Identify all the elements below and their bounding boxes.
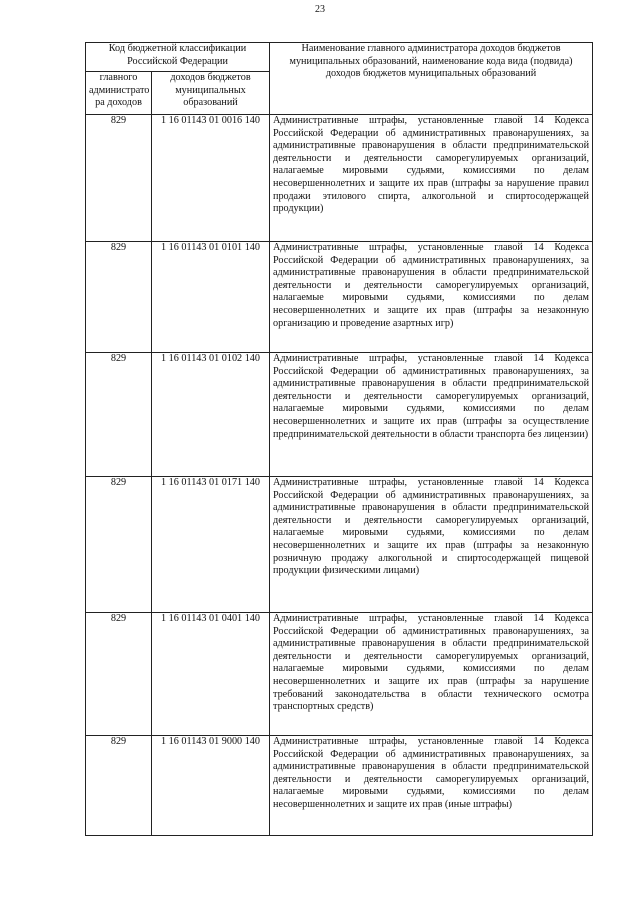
cell-admin: 829 [86,613,152,736]
header-income: доходов бюджетов муниципальных образований [152,72,270,115]
cell-admin: 829 [86,477,152,613]
cell-name: Административные штрафы, установленные главой 14 Кодекса Российской Федерации об административных правонарушениях, за административные правонарушения в области предпринимательской деятельности и деятельности саморегулируемых организаций, налагаемые мировыми судьями, комиссиями по делам несовершеннолетних и защите их прав (штрафы за осуществление предпринимательской деятельности в области транспорта без лицензии) [270,353,593,477]
budget-classification-table [85,42,593,836]
cell-admin: 829 [86,115,152,242]
cell-code: 1 16 01143 01 0102 140 [152,353,270,477]
cell-code: 1 16 01143 01 9000 140 [152,736,270,836]
cell-name: Административные штрафы, установленные главой 14 Кодекса Российской Федерации об административных правонарушениях, за административные правонарушения в области предпринимательской деятельности и деятельности саморегулируемых организаций, налагаемые мировыми судьями, комиссиями по делам несовершеннолетних и защите их прав (иные штрафы) [270,736,593,836]
table-row [86,613,593,736]
table-row [86,242,593,353]
header-admin: главного администрато ра доходов [86,72,152,115]
cell-code: 1 16 01143 01 0401 140 [152,613,270,736]
cell-name: Административные штрафы, установленные главой 14 Кодекса Российской Федерации об административных правонарушениях, за административные правонарушения в области предпринимательской деятельности и деятельности саморегулируемых организаций, налагаемые мировыми судьями, комиссиями по делам несовершеннолетних и защите их прав (штрафы за незаконную розничную продажу алкогольной и спиртосодержащей пищевой продукции физическими лицами) [270,477,593,613]
cell-name: Административные штрафы, установленные главой 14 Кодекса Российской Федерации об административных правонарушениях, за административные правонарушения в области предпринимательской деятельности и деятельности саморегулируемых организаций, налагаемые мировыми судьями, комиссиями по делам несовершеннолетних и защите их прав (штрафы за нарушение правил продажи этилового спирта, алкогольной и спиртосодержащей продукции) [270,115,593,242]
cell-name: Административные штрафы, установленные главой 14 Кодекса Российской Федерации об административных правонарушениях, за административные правонарушения в области предпринимательской деятельности и деятельности саморегулируемых организаций, налагаемые мировыми судьями, комиссиями по делам несовершеннолетних и защите их прав (штрафы за нарушение требований законодательства в области технического осмотра транспортных средств) [270,613,593,736]
cell-code: 1 16 01143 01 0016 140 [152,115,270,242]
table-row [86,477,593,613]
cell-admin: 829 [86,736,152,836]
header-name: Наименование главного администратора доходов бюджетов муниципальных образований, наименование кода вида (подвида) доходов бюджетов муниципальных образований [270,43,593,115]
cell-name: Административные штрафы, установленные главой 14 Кодекса Российской Федерации об административных правонарушениях, за административные правонарушения в области предпринимательской деятельности и деятельности саморегулируемых организаций, налагаемые мировыми судьями, комиссиями по делам несовершеннолетних и защите их прав (штрафы за незаконную организацию и проведение азартных игр) [270,242,593,353]
header-kbk: Код бюджетной классификации Российской Федерации [86,43,270,72]
cell-code: 1 16 01143 01 0101 140 [152,242,270,353]
cell-admin: 829 [86,242,152,353]
page-number: 23 [315,4,325,15]
cell-code: 1 16 01143 01 0171 140 [152,477,270,613]
cell-admin: 829 [86,353,152,477]
table-header-row [86,43,593,72]
table-row [86,736,593,836]
table-row [86,115,593,242]
table-row [86,353,593,477]
